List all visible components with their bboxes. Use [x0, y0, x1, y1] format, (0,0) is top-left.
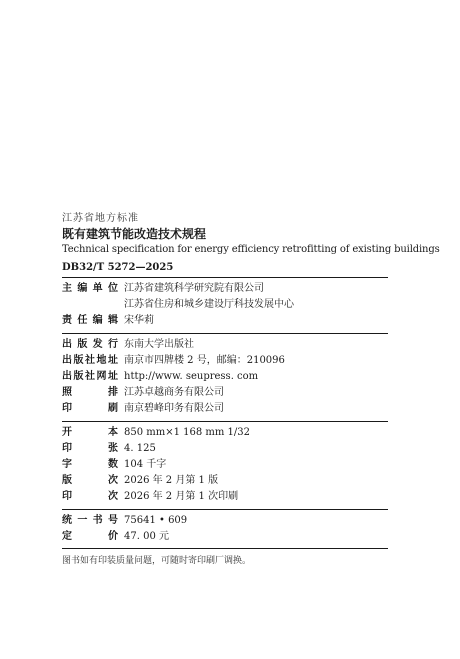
editors-row-2: [62, 313, 388, 329]
title-chinese: 既有建筑节能改造技术规程: [62, 227, 207, 241]
series-label: 江苏省地方标准: [62, 213, 139, 224]
publishing-row-1: [62, 353, 388, 369]
publisher-label: 出版发行: [62, 339, 118, 350]
edition-value: 2026 年 2 月第 1 版: [124, 475, 219, 486]
divider-top: [62, 277, 388, 278]
typesetting-label: 照排: [62, 387, 118, 398]
sheets-label: 印张: [62, 443, 118, 454]
responsible-editor-value: 宋华莉: [124, 315, 154, 326]
impression-value: 2026 年 2 月第 1 次印刷: [124, 491, 239, 502]
editors-value: 江苏省住房和城乡建设厅科技发展中心: [124, 299, 294, 310]
publisher-value: 东南大学出版社: [124, 339, 194, 350]
divider-2: [62, 421, 388, 422]
format-label: 开本: [62, 427, 118, 438]
divider-1: [62, 333, 388, 334]
responsible-editor-label: 责任编辑: [62, 315, 118, 326]
divider-3: [62, 509, 388, 510]
editors-row-1: [62, 297, 388, 313]
publishing-row-4: [62, 401, 388, 417]
impression-label: 印次: [62, 491, 118, 502]
edition-label: 版次: [62, 475, 118, 486]
publisher-website-value: http://www. seupress. com: [124, 371, 259, 382]
format-value: 850 mm×1 168 mm 1/32: [124, 427, 251, 438]
price-row-1: [62, 529, 388, 545]
price-row-0: [62, 513, 388, 529]
publisher-address-value: 南京市四牌楼 2 号，邮编：210096: [124, 355, 285, 366]
footer-note: 图书如有印装质量问题，可随时寄印刷厂调换。: [62, 556, 252, 566]
divider-bottom: [62, 548, 388, 549]
typesetting-value: 江苏卓越商务有限公司: [124, 387, 224, 398]
editors-value: 江苏省建筑科学研究院有限公司: [124, 283, 264, 294]
specs-row-0: [62, 425, 388, 441]
specs-row-1: [62, 441, 388, 457]
printing-value: 南京碧峰印务有限公司: [124, 403, 224, 414]
printing-label: 印刷: [62, 403, 118, 414]
editors-label: 主编单位: [62, 283, 118, 294]
book-number-value: 75641 • 609: [124, 515, 188, 526]
standard-number: DB32/T 5272—2025: [62, 262, 174, 273]
publishing-row-3: [62, 385, 388, 401]
book-number-label: 统一书号: [62, 515, 118, 526]
editors-row-0: [62, 281, 388, 297]
specs-row-2: [62, 457, 388, 473]
specs-row-4: [62, 489, 388, 505]
price-value: 47. 00 元: [124, 531, 169, 542]
sheets-value: 4. 125: [124, 443, 156, 454]
price-label: 定价: [62, 531, 118, 542]
word-count-value: 104 千字: [124, 459, 167, 470]
title-english: Technical specification for energy efficiency retrofitting of existing buildings: [62, 244, 440, 255]
publisher-address-label: 出版社地址: [62, 355, 118, 366]
publisher-website-label: 出版社网址: [62, 371, 118, 382]
publishing-row-0: [62, 337, 388, 353]
publishing-row-2: [62, 369, 388, 385]
word-count-label: 字数: [62, 459, 118, 470]
specs-row-3: [62, 473, 388, 489]
